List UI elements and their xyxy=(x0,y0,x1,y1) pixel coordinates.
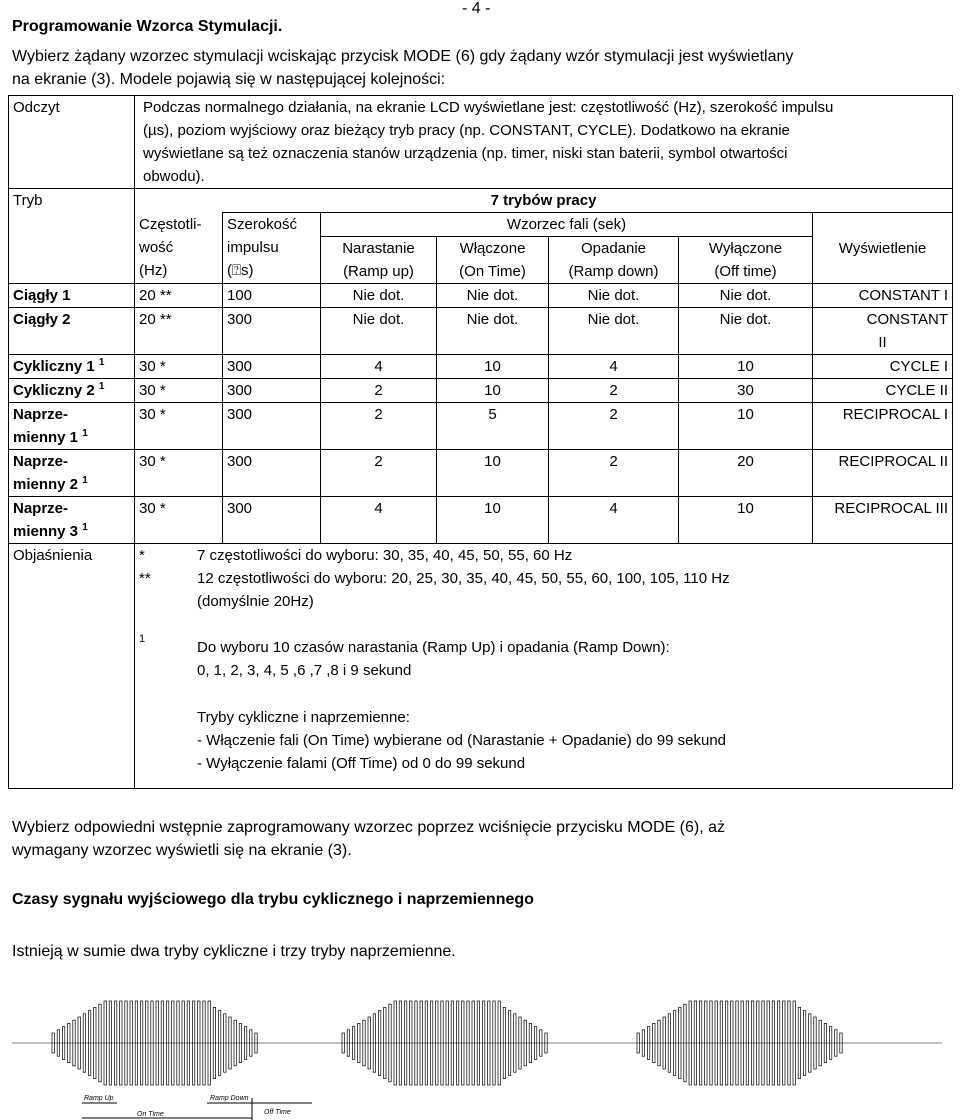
select-line-1: Wybierz odpowiedni wstępnie zaprogramowany wzorzec poprzez wciśnięcie przycisku MODE (6), aż xyxy=(12,819,726,836)
summary-text: Istnieją w sumie dwa tryby cykliczne i trzy tryby naprzemienne. xyxy=(12,943,456,960)
mode-row xyxy=(9,308,953,355)
mode-row xyxy=(9,497,953,544)
odczyt-line: wyświetlane są też oznaczenia stanów urządzenia (np. timer, niski stan baterii, symbol otwartości xyxy=(143,145,788,162)
mode-off-time: 10 xyxy=(679,403,813,450)
mode-off-time: Nie dot. xyxy=(679,284,813,308)
ramp-up-label: Ramp Up xyxy=(84,1095,114,1102)
wave-pattern-title: Wzorzec fali (sek) xyxy=(321,213,813,237)
mode-pulse-width: 100 xyxy=(223,284,321,308)
mode-pulse-width: 300 xyxy=(223,379,321,403)
mode-name-footnote: 1 xyxy=(82,522,88,533)
mode-row xyxy=(9,403,953,450)
waveform-pulses xyxy=(12,1001,942,1085)
mode-name-footnote: 1 xyxy=(82,475,88,486)
legend-star1: * xyxy=(139,547,145,564)
mode-name-text: Ciągły 2 xyxy=(13,311,71,328)
mode-name-text: Naprze- xyxy=(13,453,69,470)
mode-row xyxy=(9,379,953,403)
legend-star2-text: 12 częstotliwości do wyboru: 20, 25, 30, 35, 40, 45, 50, 55, 60, 100, 105, 110 Hz xyxy=(197,570,730,587)
mode-ramp-down: Nie dot. xyxy=(549,284,679,308)
mode-ramp-up: Nie dot. xyxy=(321,284,437,308)
col-header-off-line: (Off time) xyxy=(714,263,777,280)
mode-on-time: 10 xyxy=(437,497,549,544)
mode-display xyxy=(813,308,953,355)
mode-display xyxy=(813,450,953,497)
mode-frequency: 20 ** xyxy=(135,284,223,308)
legend-label: Objaśnienia xyxy=(9,544,135,789)
mode-frequency: 20 ** xyxy=(135,308,223,355)
legend-cyclic-title: Tryby cykliczne i naprzemienne: xyxy=(197,709,410,726)
mode-ramp-up: 2 xyxy=(321,403,437,450)
mode-ramp-down: 2 xyxy=(549,403,679,450)
mode-pulse-width: 300 xyxy=(223,355,321,379)
mode-name-text: Naprze- xyxy=(13,406,69,423)
odczyt-text xyxy=(135,96,953,189)
mode-name xyxy=(9,497,135,544)
odczyt-label: Odczyt xyxy=(9,96,135,189)
col-header-ramp-down-line: Opadanie xyxy=(580,240,647,257)
mode-frequency: 30 * xyxy=(135,450,223,497)
col-header-on xyxy=(437,237,549,284)
mode-name-text: Cykliczny 1 xyxy=(13,358,95,375)
waveform-figure xyxy=(12,988,942,1120)
mode-on-time: 10 xyxy=(437,379,549,403)
mode-display-text: CONSTANT xyxy=(866,311,949,328)
mode-on-time: 5 xyxy=(437,403,549,450)
legend-star2: ** xyxy=(139,570,151,587)
odczyt-line: (µs), poziom wyjściowy oraz bieżący tryb pracy (np. CONSTANT, CYCLE). Dodatkowo na ekranie xyxy=(143,122,790,139)
mode-display xyxy=(813,497,953,544)
legend-sup1-text-2: 0, 1, 2, 3, 4, 5 ,6 ,7 ,8 i 9 sekund xyxy=(197,662,412,679)
mode-pulse-width: 300 xyxy=(223,308,321,355)
mode-pulse-width: 300 xyxy=(223,450,321,497)
mode-display xyxy=(813,379,953,403)
mode-on-time: Nie dot. xyxy=(437,308,549,355)
col-header-off xyxy=(679,237,813,284)
col-header-width-line: Szerokość xyxy=(227,216,298,233)
mode-ramp-up: 2 xyxy=(321,379,437,403)
on-time-label: On Time xyxy=(137,1111,164,1118)
mode-name xyxy=(9,355,135,379)
col-header-ramp-up xyxy=(321,237,437,284)
legend-cyclic-line-1: - Włączenie fali (On Time) wybierane od (Narastanie + Opadanie) do 99 sekund xyxy=(197,732,727,749)
mode-frequency: 30 * xyxy=(135,355,223,379)
mode-display-text: RECIPROCAL III xyxy=(834,500,949,517)
mode-display xyxy=(813,403,953,450)
mode-on-time: 10 xyxy=(437,355,549,379)
mode-ramp-up: 4 xyxy=(321,355,437,379)
mode-display-text: RECIPROCAL I xyxy=(842,406,949,423)
mode-display-text: CYCLE II xyxy=(885,382,949,399)
mode-name-text-2: mienny 1 xyxy=(13,429,79,446)
subheading: Czasy sygnału wyjściowego dla trybu cyklicznego i naprzemiennego xyxy=(12,891,534,908)
intro-line-1: Wybierz żądany wzorzec stymulacji wciskając przycisk MODE (6) gdy żądany wzór stymulacji jest wyświetlany xyxy=(12,48,794,65)
col-header-width-line: (⍰s) xyxy=(227,262,254,279)
mode-ramp-down: Nie dot. xyxy=(549,308,679,355)
col-header-on-line: (On Time) xyxy=(459,263,526,280)
mode-name-text-2: mienny 3 xyxy=(13,523,79,540)
mode-name-footnote: 1 xyxy=(98,381,105,392)
legend-sup1-text: Do wyboru 10 czasów narastania (Ramp Up) i opadania (Ramp Down): xyxy=(197,639,670,656)
mode-ramp-up: 2 xyxy=(321,450,437,497)
col-header-width-line: impulsu xyxy=(227,239,279,256)
col-header-ramp-up-line: (Ramp up) xyxy=(343,263,414,280)
odczyt-line: obwodu). xyxy=(143,168,205,185)
mode-name xyxy=(9,403,135,450)
mode-frequency: 30 * xyxy=(135,497,223,544)
mode-name-footnote: 1 xyxy=(98,357,105,368)
col-header-ramp-up-line: Narastanie xyxy=(342,240,415,257)
col-header-ramp-down-line: (Ramp down) xyxy=(568,263,659,280)
ramp-down-label: Ramp Down xyxy=(210,1095,249,1102)
col-header-ramp-down xyxy=(549,237,679,284)
mode-on-time: Nie dot. xyxy=(437,284,549,308)
col-header-off-line: Wyłączone xyxy=(708,240,783,257)
mode-row xyxy=(9,450,953,497)
mode-off-time: 30 xyxy=(679,379,813,403)
mode-ramp-up: 4 xyxy=(321,497,437,544)
mode-name-footnote: 1 xyxy=(82,428,88,439)
mode-ramp-down: 2 xyxy=(549,379,679,403)
legend-star2-text-2: (domyślnie 20Hz) xyxy=(197,593,314,610)
tryb-label: Tryb xyxy=(9,189,135,284)
mode-name xyxy=(9,284,135,308)
col-header-freq-line: wość xyxy=(139,238,174,256)
mode-on-time: 10 xyxy=(437,450,549,497)
legend-sup1: 1 xyxy=(139,633,146,645)
mode-off-time: 10 xyxy=(679,355,813,379)
page-number: - 4 - xyxy=(462,0,491,17)
col-header-display: Wyświetlenie xyxy=(813,213,953,284)
mode-name-text: Naprze- xyxy=(13,500,69,517)
col-header-freq-line: (Hz) xyxy=(139,261,168,279)
mode-row xyxy=(9,284,953,308)
mode-pulse-width: 300 xyxy=(223,403,321,450)
select-line-2: wymagany wzorzec wyświetli się na ekranie (3). xyxy=(12,842,352,859)
mode-ramp-up: Nie dot. xyxy=(321,308,437,355)
col-header-on-line: Włączone xyxy=(459,240,526,257)
mode-off-time: 10 xyxy=(679,497,813,544)
mode-frequency: 30 * xyxy=(135,403,223,450)
mode-off-time: 20 xyxy=(679,450,813,497)
legend-row xyxy=(9,544,953,789)
mode-name xyxy=(9,450,135,497)
mode-ramp-down: 4 xyxy=(549,497,679,544)
legend-content xyxy=(135,544,953,789)
mode-display xyxy=(813,284,953,308)
off-time-label: Off Time xyxy=(264,1109,291,1116)
mode-off-time: Nie dot. xyxy=(679,308,813,355)
col-header-freq xyxy=(135,213,223,284)
mode-name-text-2: mienny 2 xyxy=(13,476,79,493)
tryb-row xyxy=(9,189,953,213)
mode-name-text: Ciągły 1 xyxy=(13,287,71,304)
legend-cyclic-line-2: - Wyłączenie falami (Off Time) od 0 do 99 sekund xyxy=(197,755,526,772)
col-header-width xyxy=(223,213,321,284)
col-header-freq-line: Częstotli- xyxy=(139,215,202,233)
mode-display-text: CYCLE I xyxy=(889,358,949,375)
modes-table xyxy=(8,95,953,789)
mode-display-text: RECIPROCAL II xyxy=(838,453,949,470)
page-heading: Programowanie Wzorca Stymulacji. xyxy=(12,18,283,35)
mode-ramp-down: 2 xyxy=(549,450,679,497)
odczyt-row xyxy=(9,96,953,189)
mode-display xyxy=(813,355,953,379)
mode-frequency: 30 * xyxy=(135,379,223,403)
mode-row xyxy=(9,355,953,379)
mode-ramp-down: 4 xyxy=(549,355,679,379)
mode-name xyxy=(9,308,135,355)
modes-group-title: 7 trybów pracy xyxy=(135,189,953,213)
mode-name-text: Cykliczny 2 xyxy=(13,382,95,399)
intro-line-2: na ekranie (3). Modele pojawią się w następującej kolejności: xyxy=(12,71,446,88)
mode-pulse-width: 300 xyxy=(223,497,321,544)
header-row-1 xyxy=(9,213,953,237)
mode-display-text-2: II xyxy=(878,334,887,351)
mode-name xyxy=(9,379,135,403)
legend-star1-text: 7 częstotliwości do wyboru: 30, 35, 40, 45, 50, 55, 60 Hz xyxy=(197,547,573,564)
mode-display-text: CONSTANT I xyxy=(858,287,949,304)
odczyt-line: Podczas normalnego działania, na ekranie LCD wyświetlane jest: częstotliwość (Hz), szerokość impulsu xyxy=(143,99,834,116)
